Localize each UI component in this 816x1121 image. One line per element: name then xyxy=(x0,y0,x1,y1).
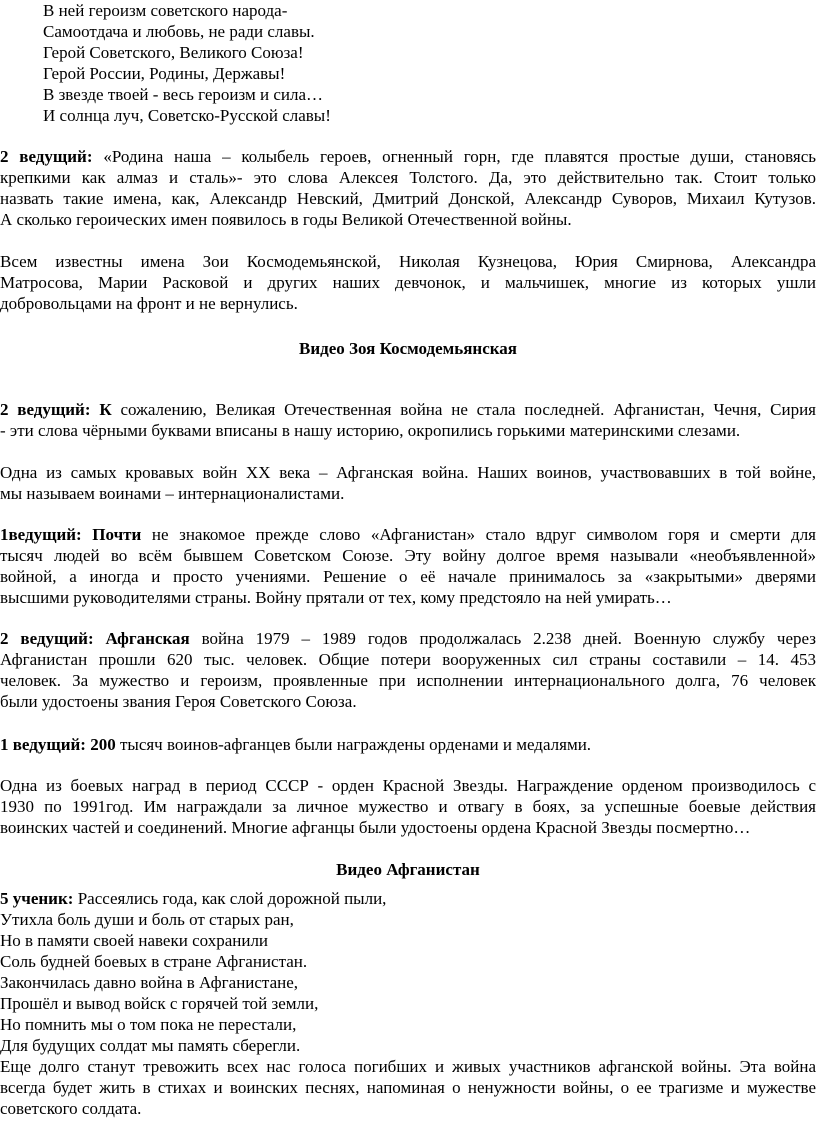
text-line xyxy=(0,188,816,209)
line-text: Но в памяти своей навеки сохранили xyxy=(0,931,269,950)
paragraph-host2-regret xyxy=(0,399,816,441)
line-text: были удостоены звания Героя Советского Союза. xyxy=(0,692,357,711)
line-text: Закончилась давно война в Афганистане, xyxy=(0,973,299,992)
text-line xyxy=(43,84,743,105)
line-text: Афганистан прошли 620 тыс. человек. Общие потери вооруженных сил страны составили – 14. 453 xyxy=(0,650,816,669)
text-line xyxy=(0,483,816,504)
paragraph-afghan-war xyxy=(0,462,816,504)
line-text: добровольцами на фронт и не вернулись. xyxy=(0,294,298,313)
line-text: А сколько героических имен появилось в годы Великой Отечественной войны. xyxy=(0,210,572,229)
speaker-label: 2 ведущий: Афганская xyxy=(0,629,190,648)
line-text: человек. За мужество и героизм, проявленные при исполнении интернационального долга, 76 человек xyxy=(0,671,816,690)
line-text: Всем известны имена Зои Космодемьянской, Николая Кузнецова, Юрия Смирнова, Александра xyxy=(0,252,816,271)
line-text: тысяч воинов-афганцев были награждены орденами и медалями. xyxy=(115,735,592,754)
text-line xyxy=(0,167,816,188)
line-text: не знакомое прежде слово «Афганистан» стало вдруг символом горя и смерти для xyxy=(141,525,816,544)
text-line xyxy=(0,1014,816,1035)
line-text: Еще долго станут тревожить всех нас голоса погибших и живых участников афганской войны. Эта война xyxy=(0,1057,816,1076)
poem-student5 xyxy=(0,888,816,1056)
paragraph-host1-afghanistan xyxy=(0,524,816,608)
text-line xyxy=(0,462,816,483)
line-text: 1930 по 1991год. Им награждали за личное мужество и отвагу в боях, за успешные боевые действия xyxy=(0,797,816,816)
text-line xyxy=(43,0,743,21)
text-line xyxy=(43,63,743,84)
line-text: - эти слова чёрными буквами вписаны в нашу историю, окропились горькими материнскими слезами. xyxy=(0,421,741,440)
line-text: сожалению, Великая Отечественная война не стала последней. Афганистан, Чечня, Сирия xyxy=(111,400,816,419)
text-line xyxy=(0,1077,816,1098)
text-line xyxy=(0,420,816,441)
line-text: крепкими как алмаз и сталь»- это слова Алексея Толстого. Да, это действительно так. Стоит только xyxy=(0,168,816,187)
paragraph-host2-rodina xyxy=(0,146,816,230)
paragraph-host2-stats xyxy=(0,628,816,712)
text-line xyxy=(0,670,816,691)
poem-heroism xyxy=(43,0,743,126)
text-line xyxy=(0,587,816,608)
line-text: советского солдата. xyxy=(0,1099,142,1118)
heading-video-zoya: Видео Зоя Космодемьянская xyxy=(298,339,517,358)
line-text: всегда будет жить в стихах и воинских песнях, напоминая о ненужности войны, о ее трагизме и мужестве xyxy=(0,1078,816,1097)
text-line xyxy=(0,734,816,755)
text-line xyxy=(0,146,816,167)
line-text: Но помнить мы о том пока не перестали, xyxy=(0,1015,297,1034)
line-text: В ней героизм советского народа- xyxy=(43,1,288,20)
speaker-label: 1 ведущий: 200 xyxy=(0,735,116,754)
line-text: Одна из боевых наград в период СССР - орден Красной Звезды. Награждение орденом производилось с xyxy=(0,776,816,795)
line-text: тысяч людей во всём бывшем Советском Союзе. Эту войну долгое время называли «необъявленной» xyxy=(0,546,816,565)
line-text: война 1979 – 1989 годов продолжалась 2.238 дней. Военную службу через xyxy=(189,629,816,648)
heading-video-afghanistan: Видео Афганистан xyxy=(336,860,480,879)
line-text: назвать такие имена, как, Александр Невский, Дмитрий Донской, Александр Суворов, Михаил Кутузов. xyxy=(0,189,816,208)
text-line xyxy=(0,1056,816,1077)
text-line xyxy=(0,993,816,1014)
text-line xyxy=(0,930,816,951)
line-text: Самоотдача и любовь, не ради славы. xyxy=(43,22,315,41)
text-line xyxy=(0,399,816,420)
text-line xyxy=(0,251,816,272)
text-line xyxy=(0,888,816,909)
line-text: воинских частей и соединений. Многие афганцы были удостоены ордена Красной Звезды посмертно… xyxy=(0,818,751,837)
line-text: Прошёл и вывод войск с горячей той земли, xyxy=(0,994,319,1013)
text-line xyxy=(0,775,816,796)
text-line xyxy=(0,545,816,566)
text-line xyxy=(43,105,743,126)
line-text: Соль будней боевых в стране Афганистан. xyxy=(0,952,308,971)
line-text: «Родина наша – колыбель героев, огненный горн, где плавятся простые души, становясь xyxy=(103,147,816,166)
paragraph-host1-awards xyxy=(0,734,816,755)
text-line xyxy=(0,1098,816,1119)
paragraph-red-star xyxy=(0,775,816,838)
paragraph-known-names xyxy=(0,251,816,314)
text-line xyxy=(43,21,743,42)
text-line xyxy=(0,649,816,670)
text-line xyxy=(0,951,816,972)
paragraph-conclusion xyxy=(0,1056,816,1119)
text-line xyxy=(0,796,816,817)
line-text: войной, а иногда и просто учениями. Решение о её начале принималось за «закрытыми» дверями xyxy=(0,567,816,586)
line-text: В звезде твоей - весь героизм и сила… xyxy=(43,85,324,104)
line-text: мы называем воинами – интернационалистами. xyxy=(0,484,345,503)
text-line xyxy=(43,42,743,63)
line-text: высшими руководителями страны. Войну прятали от тех, кому предстояло на ней умирать… xyxy=(0,588,672,607)
text-line xyxy=(0,524,816,545)
speaker-label: 2 ведущий: xyxy=(0,147,104,166)
line-text: Герой Советского, Великого Союза! xyxy=(43,43,304,62)
line-text: Герой России, Родины, Державы! xyxy=(43,64,286,83)
text-line xyxy=(0,1035,816,1056)
text-line xyxy=(0,691,816,712)
speaker-label: 2 ведущий: К xyxy=(0,400,112,419)
line-text: Одна из самых кровавых войн XX века – Афганская война. Наших воинов, участвовавших в той войне, xyxy=(0,463,816,482)
line-text: И солнца луч, Советско-Русской славы! xyxy=(43,106,331,125)
speaker-label: 5 ученик: xyxy=(0,889,74,908)
text-line xyxy=(0,972,816,993)
text-line xyxy=(0,272,816,293)
text-line xyxy=(0,909,816,930)
text-line xyxy=(0,293,816,314)
text-line xyxy=(0,209,816,230)
line-text: Матросова, Марии Расковой и других наших девчонок, и мальчишек, многие из которых ушли xyxy=(0,273,816,292)
text-line xyxy=(0,628,816,649)
line-text: Утихла боль души и боль от старых ран, xyxy=(0,910,294,929)
speaker-label: 1ведущий: Почти xyxy=(0,525,142,544)
line-text: Рассеялись года, как слой дорожной пыли, xyxy=(73,889,387,908)
line-text: Для будущих солдат мы память сберегли. xyxy=(0,1036,301,1055)
text-line xyxy=(0,566,816,587)
text-line xyxy=(0,817,816,838)
